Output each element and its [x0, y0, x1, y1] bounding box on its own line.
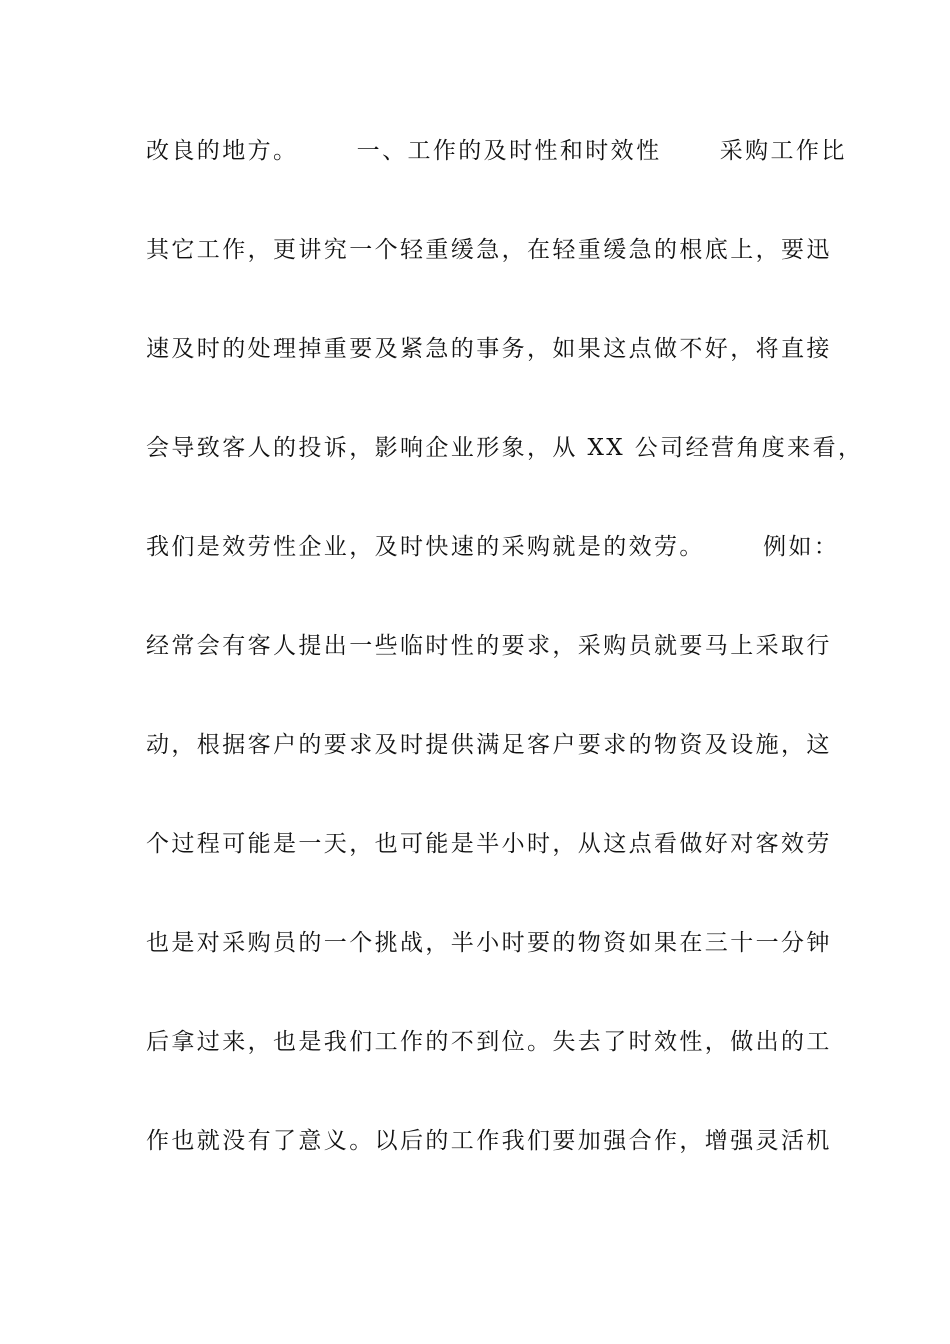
text-line-8: 个过程可能是一天，也可能是半小时，从这点看做好对客效劳 — [146, 831, 832, 857]
text-line-4: 会导致客人的投诉，影响企业形象，从 XX 公司经营角度来看， — [146, 435, 864, 461]
text-line-2: 其它工作，更讲究一个轻重缓急，在轻重缓急的根底上，要迅 — [146, 237, 832, 263]
body-text — [146, 128, 864, 1217]
text-line-5: 我们是效劳性企业，及时快速的采购就是的效劳。 例如： — [146, 534, 840, 560]
text-line-6: 经常会有客人提出一些临时性的要求，采购员就要马上采取行 — [146, 633, 832, 659]
text-line-11: 作也就没有了意义。以后的工作我们要加强合作，增强灵活机 — [146, 1128, 832, 1154]
text-line-9: 也是对采购员的一个挑战，半小时要的物资如果在三十一分钟 — [146, 930, 832, 956]
text-line-3: 速及时的处理掉重要及紧急的事务，如果这点做不好，将直接 — [146, 336, 832, 362]
text-line-1: 改良的地方。 一、工作的及时性和时效性 采购工作比 — [146, 138, 847, 164]
text-line-7: 动，根据客户的要求及时提供满足客户要求的物资及设施，这 — [146, 732, 832, 758]
text-line-10: 后拿过来，也是我们工作的不到位。失去了时效性，做出的工 — [146, 1029, 832, 1055]
